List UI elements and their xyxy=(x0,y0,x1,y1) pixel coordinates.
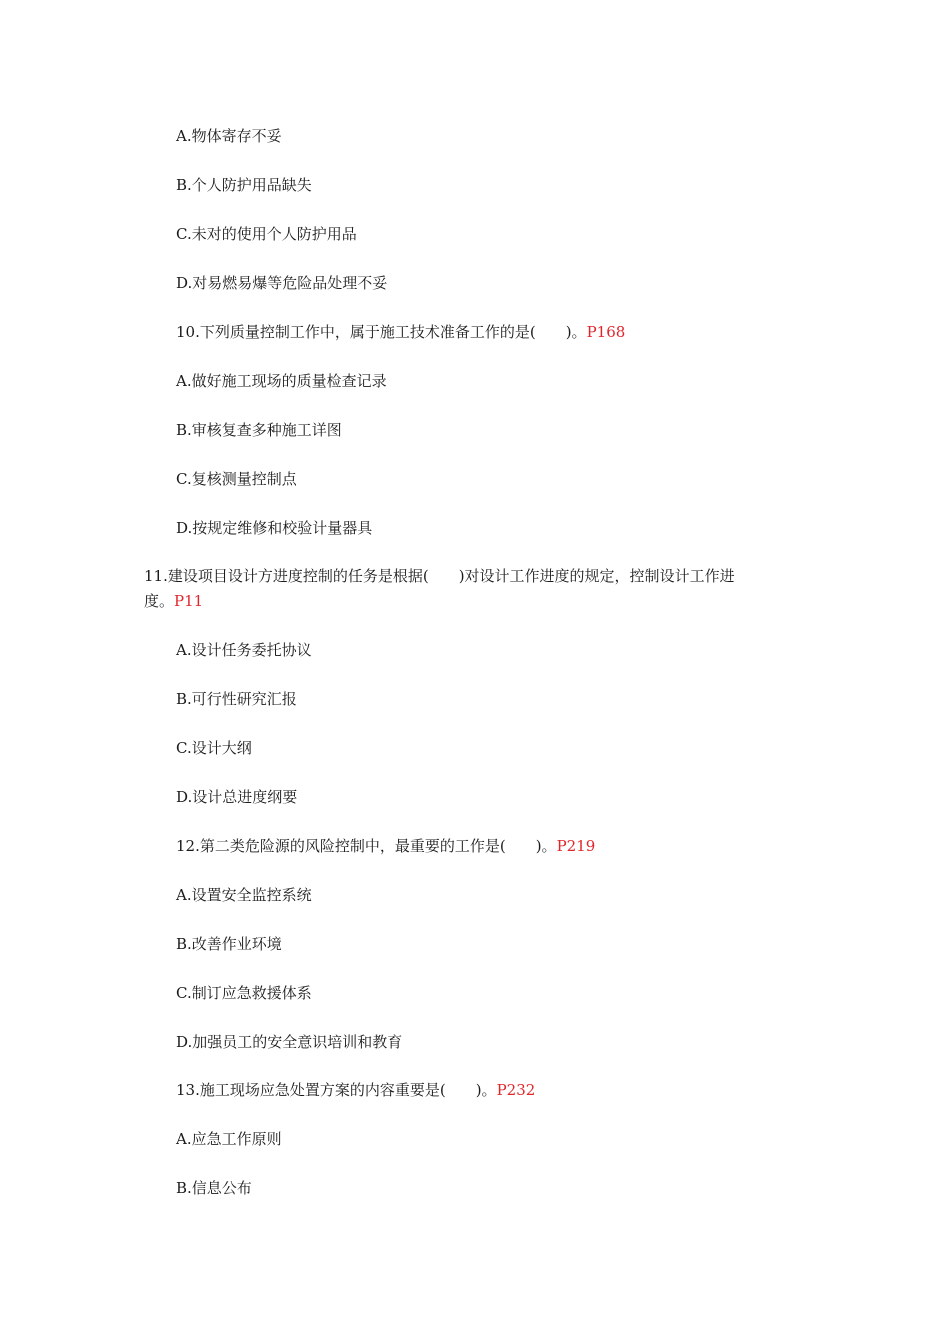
q12-option-b: B.改善作业环境 xyxy=(176,935,282,953)
q10-option-c: C.复核测量控制点 xyxy=(176,470,297,488)
q11-option-a: A.设计任务委托协议 xyxy=(176,641,312,659)
q12-option-a: A.设置安全监控系统 xyxy=(176,886,312,904)
q12-stem xyxy=(176,835,595,857)
q9-option-c: C.未对的使用个人防护用品 xyxy=(176,225,357,243)
q13-option-a: A.应急工作原则 xyxy=(176,1130,282,1148)
q11-page-ref: P11 xyxy=(174,592,204,610)
q13-page-ref: P232 xyxy=(496,1081,536,1099)
q9-option-d: D.对易燃易爆等危险品处理不妥 xyxy=(176,274,388,292)
q10-option-b: B.审核复查多种施工详图 xyxy=(176,421,342,439)
q13-stem-text: 13.施工现场应急处置方案的内容重要是( )。 xyxy=(176,1081,497,1099)
q10-stem-text: 10.下列质量控制工作中，属于施工技术准备工作的是( )。 xyxy=(176,323,587,341)
q10-option-a: A.做好施工现场的质量检查记录 xyxy=(176,372,387,390)
q13-stem xyxy=(176,1079,535,1101)
q12-stem-text: 12.第二类危险源的风险控制中，最重要的工作是( )。 xyxy=(176,837,557,855)
q10-page-ref: P168 xyxy=(586,323,626,341)
q12-option-d: D.加强员工的安全意识培训和教育 xyxy=(176,1033,403,1051)
q13-option-b: B.信息公布 xyxy=(176,1179,252,1197)
q10-stem xyxy=(176,321,625,343)
q11-stem-line2 xyxy=(144,590,203,612)
q11-stem-text: 度。 xyxy=(144,592,175,610)
q9-option-a: A.物体寄存不妥 xyxy=(176,127,282,145)
q11-option-d: D.设计总进度纲要 xyxy=(176,788,298,806)
q11-option-c: C.设计大纲 xyxy=(176,739,252,757)
q11-option-b: B.可行性研究汇报 xyxy=(176,690,297,708)
q10-option-d: D.按规定维修和校验计量器具 xyxy=(176,519,373,537)
q12-option-c: C.制订应急救援体系 xyxy=(176,984,312,1002)
q12-page-ref: P219 xyxy=(556,837,596,855)
q9-option-b: B.个人防护用品缺失 xyxy=(176,176,312,194)
q11-stem-line1: 11.建设项目设计方进度控制的任务是根据( )对设计工作进度的规定，控制设计工作进 xyxy=(144,567,735,585)
